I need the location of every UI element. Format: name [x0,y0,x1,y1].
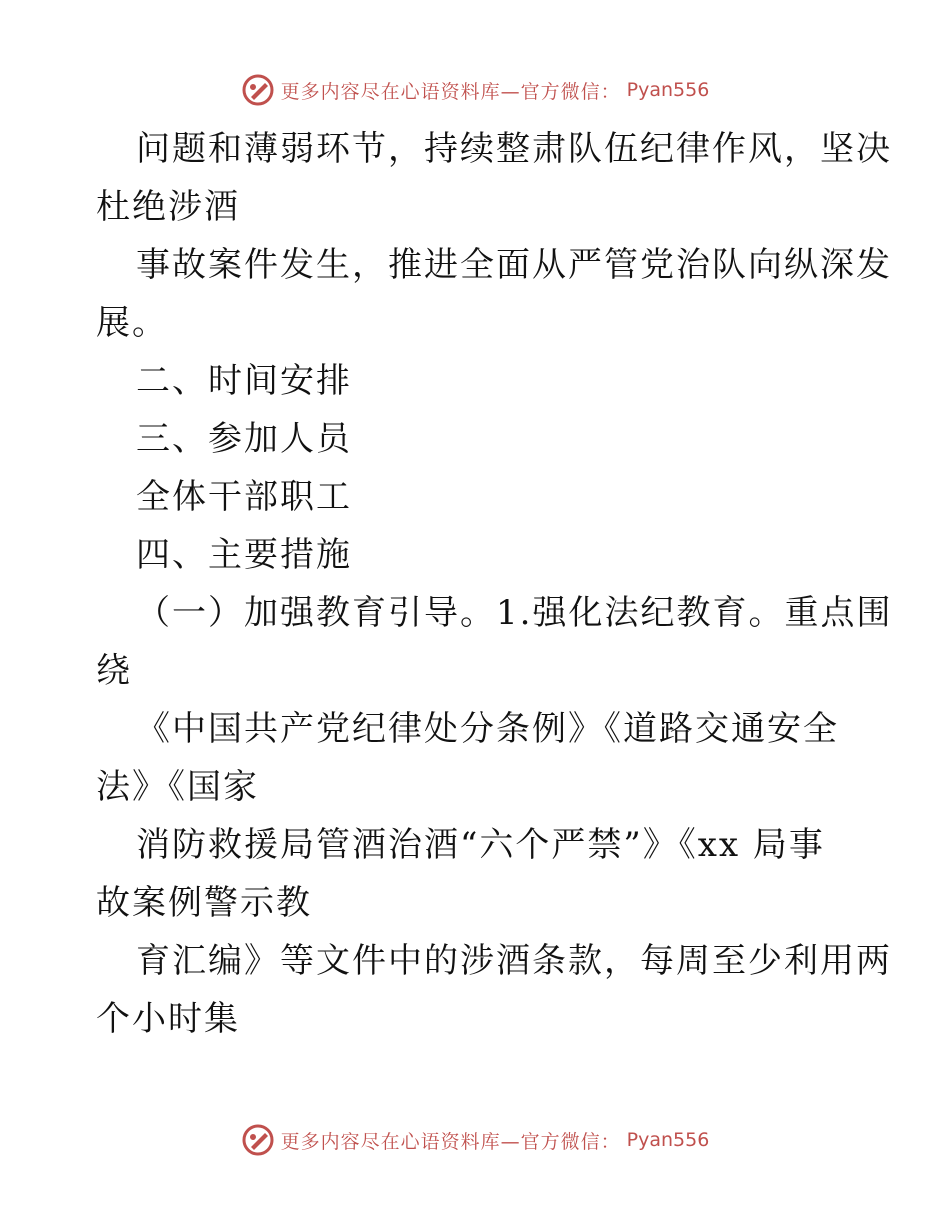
watermark-text: 更多内容尽在心语资料库—官方微信： [280,1130,621,1153]
text-line: 全体干部职工 [136,477,352,517]
text-line: 《中国共产党纪律处分条例》《道路交通安全 [136,709,839,749]
pen-seal-logo-icon [241,1123,275,1157]
document-body [96,120,893,1048]
watermark-handle: Pyan556 [626,1129,710,1151]
text-line: （一）加强教育引导。1.强化法纪教育。重点围 [136,593,893,633]
text-line: 个小时集 [96,999,240,1039]
text-line: 法》《国家 [96,767,259,807]
header-watermark [0,70,950,110]
section-heading: 四、主要措施 [136,535,352,575]
watermark-text: 更多内容尽在心语资料库—官方微信： [280,80,621,103]
text-line: 消防救援局管酒治酒“六个严禁”》《xx 局事 [136,825,825,865]
footer-watermark [0,1120,950,1160]
text-line: 展。 [96,303,168,343]
text-line: 问题和薄弱环节，持续整肃队伍纪律作风，坚决 [136,129,892,169]
text-line: 故案例警示教 [96,883,312,923]
watermark-handle: Pyan556 [626,79,710,101]
section-heading: 三、参加人员 [136,419,352,459]
text-line: 育汇编》等文件中的涉酒条款，每周至少利用两 [136,941,892,981]
text-line: 绕 [96,651,132,691]
section-heading: 二、时间安排 [136,361,352,401]
pen-seal-logo-icon [241,73,275,107]
text-line: 杜绝涉酒 [96,187,240,227]
text-line: 事故案件发生，推进全面从严管党治队向纵深发 [136,245,892,285]
